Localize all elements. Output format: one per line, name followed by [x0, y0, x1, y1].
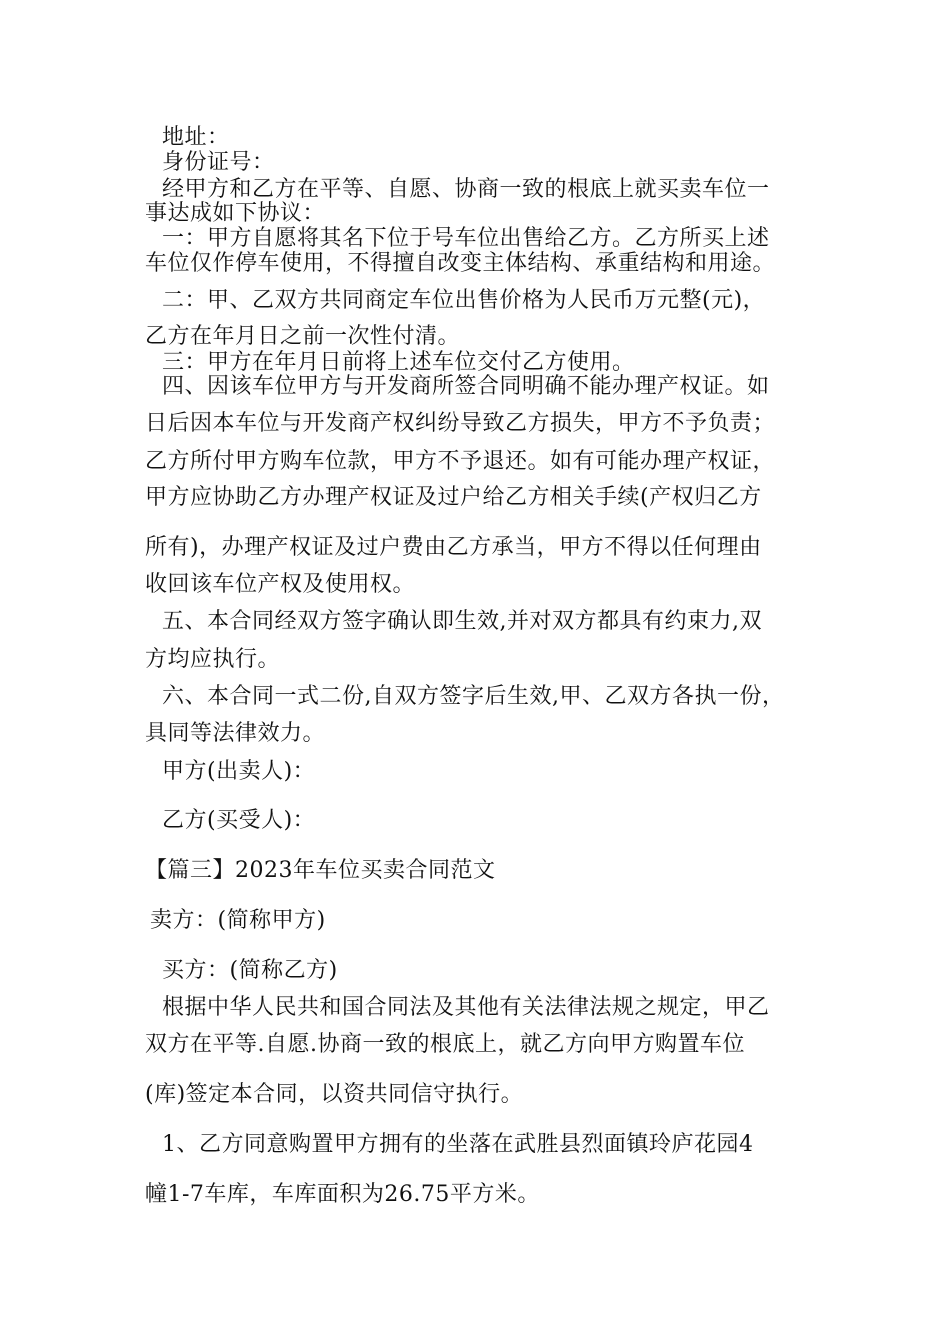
preamble-line: 根据中华人民共和国合同法及其他有关法律法规之规定，甲乙 — [162, 995, 770, 1020]
id-number-line: 身份证号： — [162, 150, 275, 175]
buyer-signature-line: 乙方(买受人)： — [162, 808, 316, 833]
clause-4-line: 四、因该车位甲方与开发商所签合同明确不能办理产权证。如 — [162, 374, 770, 399]
clause-5-line: 方均应执行。 — [145, 647, 281, 672]
clause-4-line: 收回该车位产权及使用权。 — [145, 572, 416, 597]
clause-4-line: 乙方所付甲方购车位款，甲方不予退还。如有可能办理产权证， — [145, 449, 776, 474]
clause-4-line: 所有)，办理产权证及过户费由乙方承当，甲方不得以任何理由 — [145, 535, 762, 560]
article-1-line: 幢1-7车库，车库面积为26.75平方米。 — [145, 1182, 540, 1207]
section-heading: 【篇三】2023年车位买卖合同范文 — [145, 858, 496, 883]
clause-4-line: 甲方应协助乙方办理产权证及过户给乙方相关手续(产权归乙方 — [145, 485, 762, 510]
seller-signature-line: 甲方(出卖人)： — [162, 759, 316, 784]
clause-1-line: 车位仅作停车使用，不得擅自改变主体结构、承重结构和用途。 — [145, 251, 776, 276]
clause-2-line: 二：甲、乙双方共同商定车位出售价格为人民币万元整(元)， — [162, 288, 766, 313]
preamble-line: (库)签定本合同，以资共同信守执行。 — [145, 1082, 524, 1107]
seller-line: 卖方：(简称甲方) — [150, 908, 326, 933]
clause-5-line: 五、本合同经双方签字确认即生效,并对双方都具有约束力,双 — [162, 609, 762, 634]
preamble-line: 双方在平等.自愿.协商一致的根底上，就乙方向甲方购置车位 — [145, 1032, 745, 1057]
clause-4-line: 日后因本车位与开发商产权纠纷导致乙方损失，甲方不予负责； — [145, 411, 776, 436]
intro-paragraph-line: 经甲方和乙方在平等、自愿、协商一致的根底上就买卖车位一 — [162, 177, 770, 202]
clause-6-line: 六、本合同一式二份,自双方签字后生效,甲、乙双方各执一份， — [162, 684, 785, 709]
article-1-line: 1、乙方同意购置甲方拥有的坐落在武胜县烈面镇玲庐花园4 — [162, 1132, 754, 1157]
address-line: 地址： — [162, 125, 230, 150]
clause-2-line: 乙方在年月日之前一次性付清。 — [145, 324, 461, 349]
buyer-line: 买方：(简称乙方) — [162, 958, 338, 983]
intro-paragraph-line: 事达成如下协议： — [145, 201, 326, 226]
clause-6-line: 具同等法律效力。 — [145, 721, 326, 746]
clause-3-line: 三：甲方在年月日前将上述车位交付乙方使用。 — [162, 350, 635, 375]
clause-1-line: 一：甲方自愿将其名下位于号车位出售给乙方。乙方所买上述 — [162, 226, 770, 251]
